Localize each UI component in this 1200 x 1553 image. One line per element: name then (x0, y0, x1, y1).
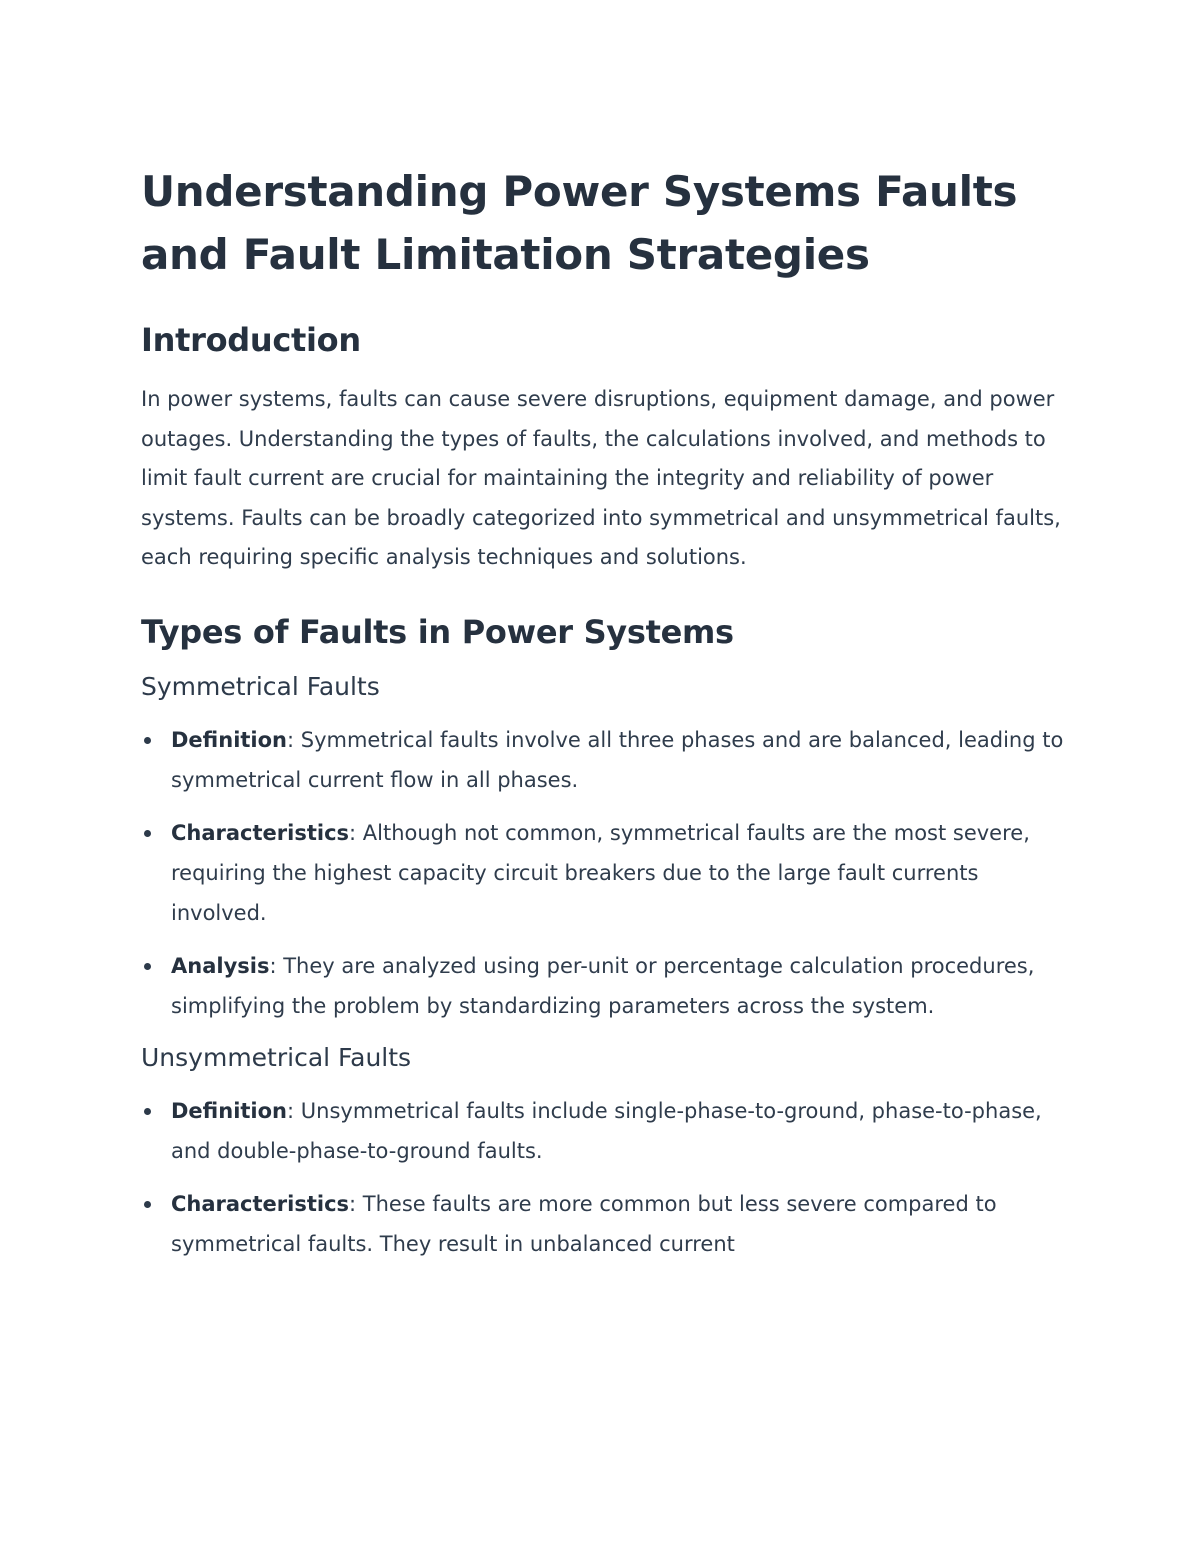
types-of-faults-heading: Types of Faults in Power Systems (141, 612, 734, 651)
list-item (141, 1184, 1071, 1264)
list-item-term: Analysis (171, 953, 270, 978)
symmetrical-faults-heading: Symmetrical Faults (141, 671, 380, 701)
list-item-term: Characteristics (171, 820, 350, 845)
introduction-heading: Introduction (141, 321, 361, 359)
bullet-icon (144, 1201, 151, 1208)
list-item (141, 813, 1071, 933)
list-item-term: Definition (171, 727, 288, 752)
list-item-text: : They are analyzed using per-unit or percentage calculation procedures, simplifying the problem by standardizing parameters across the system. (171, 953, 1035, 1018)
list-item-text: : Although not common, symmetrical faults are the most severe, requiring the highest capacity circuit breakers due to the large fault currents involved. (171, 820, 1030, 925)
bullet-icon (144, 830, 151, 837)
document-page (141, 160, 1071, 1277)
list-item-text: : These faults are more common but less severe compared to symmetrical faults. They result in unbalanced current (171, 1191, 997, 1256)
bullet-icon (144, 963, 151, 970)
list-item-term: Definition (171, 1098, 288, 1123)
unsymmetrical-faults-list (141, 1091, 1071, 1264)
symmetrical-faults-list (141, 720, 1071, 1026)
list-item (141, 720, 1071, 800)
list-item-text: : Unsymmetrical faults include single-phase-to-ground, phase-to-phase, and double-phase-to-ground faults. (171, 1098, 1042, 1163)
list-item-term: Characteristics (171, 1191, 350, 1216)
list-item (141, 1091, 1071, 1171)
bullet-icon (144, 1108, 151, 1115)
list-item-text: : Symmetrical faults involve all three phases and are balanced, leading to symmetrical current flow in all phases. (171, 727, 1064, 792)
unsymmetrical-faults-heading: Unsymmetrical Faults (141, 1042, 412, 1072)
list-item (141, 946, 1071, 1026)
document-title: Understanding Power Systems Faults and Fault Limitation Strategies (141, 167, 1018, 279)
introduction-paragraph: In power systems, faults can cause severe disruptions, equipment damage, and power outages. Understanding the types of faults, the calculations involved, and methods to limit fault current are crucial for maintaining the integrity and reliability of power systems. Faults can be broadly categorized into symmetrical and unsymmetrical faults, each requiring specific analysis techniques and solutions. (141, 387, 1061, 570)
bullet-icon (144, 737, 151, 744)
